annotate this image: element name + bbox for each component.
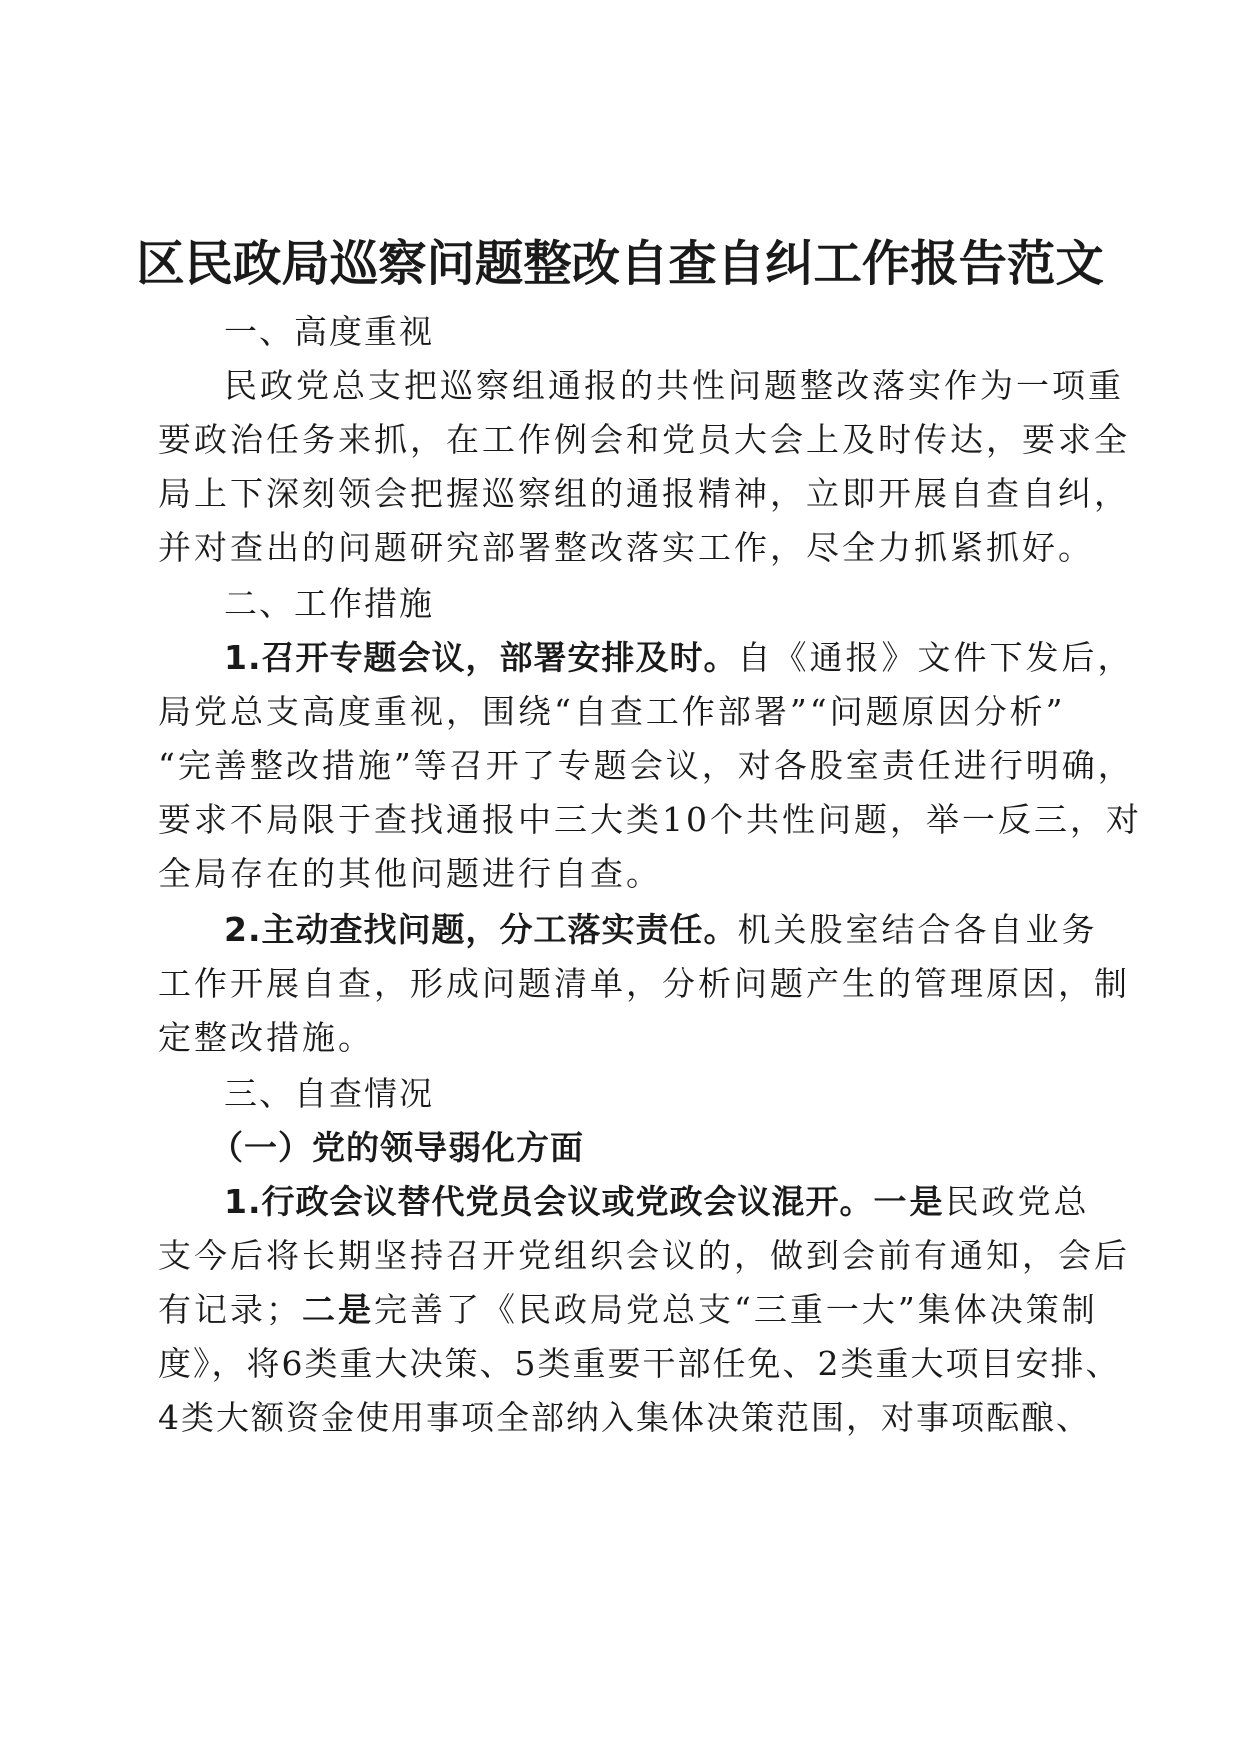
section-heading-2: 二、工作措施	[224, 584, 434, 623]
paragraph-line: 全局存在的其他问题进行自查。	[158, 854, 662, 893]
item-marker: 二是	[302, 1290, 374, 1329]
item-lead: 1.召开专题会议，部署安排及时。	[224, 638, 738, 677]
paragraph-line: 局党总支高度重视，围绕“自查工作部署”“问题原因分析”	[158, 692, 1066, 731]
paragraph-line: 工作开展自查，形成问题清单，分析问题产生的管理原因，制	[158, 964, 1130, 1003]
item-text: 完善了《民政局党总支“三重一大”集体决策制	[374, 1290, 1098, 1329]
item-marker: 一是	[873, 1182, 946, 1221]
item-lead: 1.行政会议替代党员会议或党政会议混开。	[224, 1182, 874, 1221]
paragraph-line: 要政治任务来抓，在工作例会和党员大会上及时传达，要求全	[158, 420, 1130, 459]
paragraph-line	[224, 1180, 1090, 1224]
item-text: 机关股室结合各自业务	[737, 910, 1098, 949]
paragraph-line	[224, 908, 1098, 952]
paragraph-line: 度》，将6类重大决策、5类重要干部任免、2类重大项目安排、	[158, 1344, 1121, 1383]
section-heading-1: 一、高度重视	[224, 312, 434, 351]
item-lead: 2.主动查找问题，分工落实责任。	[224, 910, 738, 949]
item-text: 民政党总	[945, 1182, 1090, 1221]
paragraph-line: 要求不局限于查找通报中三大类10个共性问题，举一反三，对	[158, 800, 1142, 839]
paragraph-line: 支今后将长期坚持召开党组织会议的，做到会前有通知，会后	[158, 1236, 1130, 1275]
paragraph-line: 民政党总支把巡察组通报的共性问题整改落实作为一项重	[224, 366, 1124, 405]
paragraph-line: 并对查出的问题研究部署整改落实工作，尽全力抓紧抓好。	[158, 528, 1094, 567]
paragraph-line: 4类大额资金使用事项全部纳入集体决策范围，对事项酝酿、	[158, 1398, 1091, 1437]
paragraph-line: 定整改措施。	[158, 1018, 374, 1057]
paragraph-line	[224, 636, 1134, 680]
subsection-heading: （一）党的领导弱化方面	[210, 1128, 584, 1167]
item-text: 有记录；	[158, 1290, 302, 1329]
paragraph-line: “完善整改措施”等召开了专题会议，对各股室责任进行明确，	[158, 746, 1134, 785]
section-heading-3: 三、自查情况	[224, 1074, 434, 1113]
item-text: 自《通报》文件下发后，	[737, 638, 1134, 677]
paragraph-line	[158, 1288, 1098, 1332]
paragraph-line: 局上下深刻领会把握巡察组的通报精神，立即开展自查自纠，	[158, 474, 1130, 513]
document-title: 区民政局巡察问题整改自查自纠工作报告范文	[136, 236, 1104, 292]
